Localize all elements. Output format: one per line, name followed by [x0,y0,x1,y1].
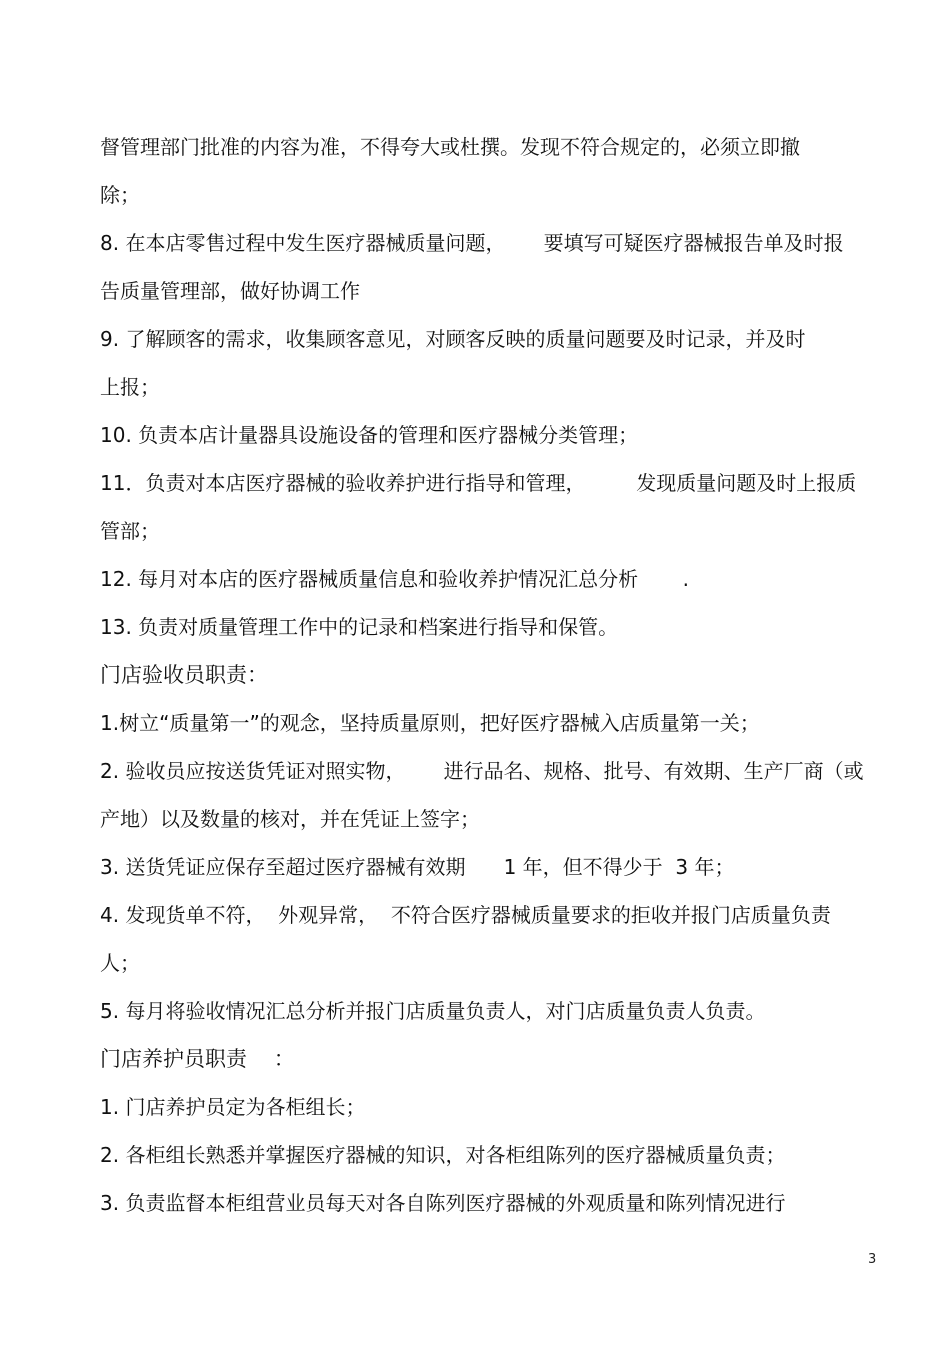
text-line: 管部； [100,519,160,543]
text-line: 5. 每月将验收情况汇总分析并报门店质量负责人，对门店质量负责人负责。 [100,999,766,1023]
text-line: 3. 负责监督本柜组营业员每天对各自陈列医疗器械的外观质量和陈列情况进行 [100,1191,786,1215]
text-line: 4. 发现货单不符， 外观异常， 不符合医疗器械质量要求的拒收并报门店质量负责 [100,903,831,927]
text-line: 10. 负责本店计量器具设施设备的管理和医疗器械分类管理； [100,423,639,447]
text-line: 产地）以及数量的核对，并在凭证上签字； [100,807,480,831]
text-line: 除； [100,183,140,207]
text-line: 2. 各柜组长熟悉并掌握医疗器械的知识，对各柜组陈列的医疗器械质量负责； [100,1143,786,1167]
text-line: 11．负责对本店医疗器械的验收养护进行指导和管理， 发现质量问题及时上报质 [100,471,857,495]
text-line: 上报； [100,375,160,399]
text-line: 督管理部门批准的内容为准，不得夸大或杜撰。发现不符合规定的，必须立即撤 [100,135,800,159]
text-line: 3. 送货凭证应保存至超过医疗器械有效期 1 年，但不得少于 3 年； [100,855,735,879]
text-line: 人； [100,951,140,975]
section-heading: 门店验收员职责： [100,663,268,687]
text-line: 13. 负责对质量管理工作中的记录和档案进行指导和保管。 [100,615,619,639]
text-line: 2. 验收员应按送货凭证对照实物， 进行品名、规格、批号、有效期、生产厂商（或 [100,759,864,783]
text-line: 告质量管理部，做好协调工作 [100,279,360,303]
section-heading: 门店养护员职责 ： [100,1047,295,1071]
text-line: 8. 在本店零售过程中发生医疗器械质量问题， 要填写可疑医疗器械报告单及时报 [100,231,844,255]
text-line: 1. 门店养护员定为各柜组长； [100,1095,366,1119]
text-line: 12. 每月对本店的医疗器械质量信息和验收养护情况汇总分析 . [100,567,690,591]
page-number: 3 [868,1252,877,1267]
text-line: 9. 了解顾客的需求，收集顾客意见，对顾客反映的质量问题要及时记录，并及时 [100,327,806,351]
text-line: 1.树立“质量第一”的观念，坚持质量原则，把好医疗器械入店质量第一关； [100,711,760,735]
